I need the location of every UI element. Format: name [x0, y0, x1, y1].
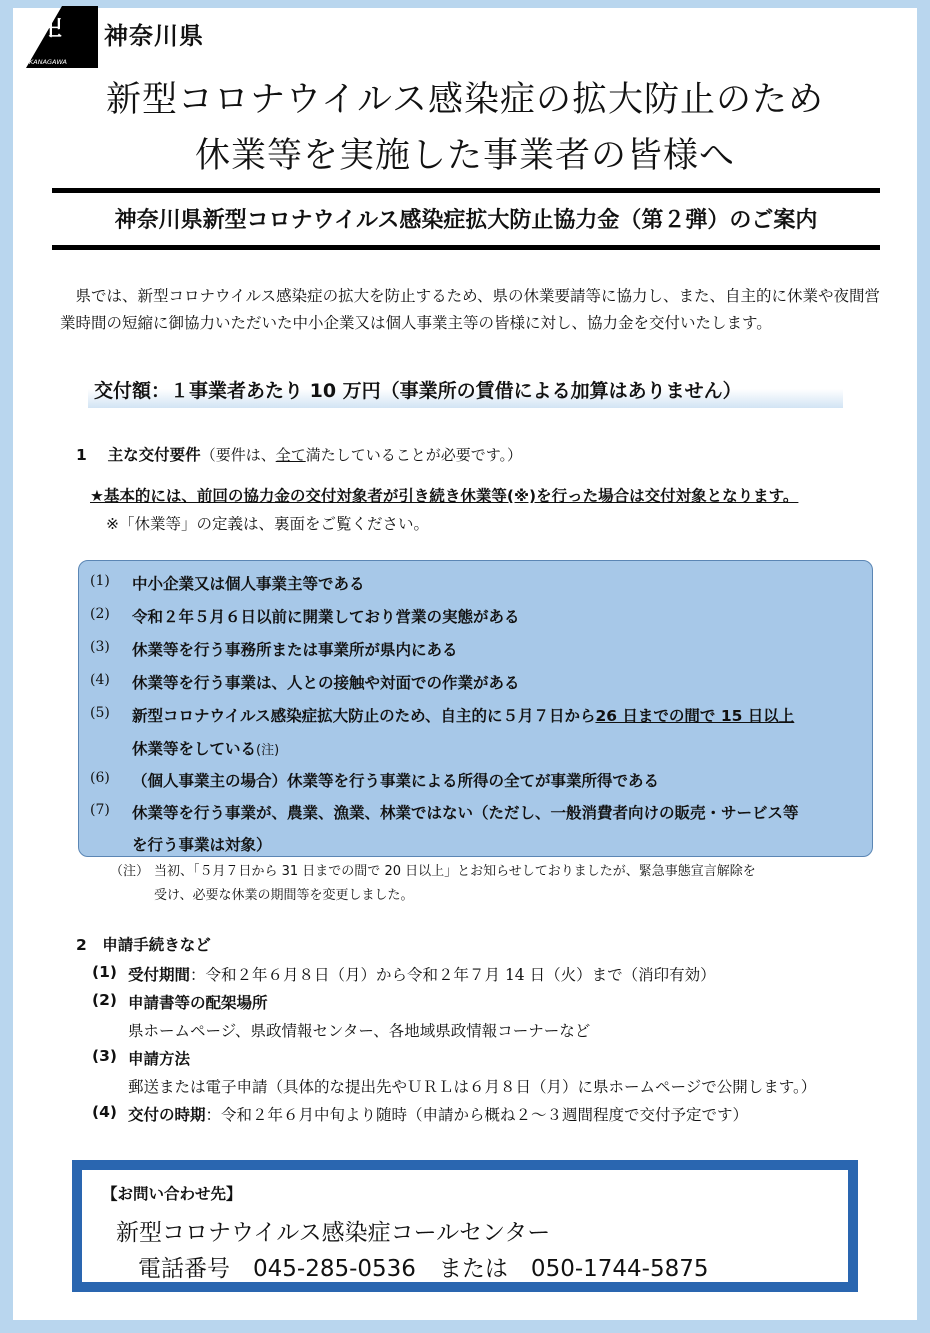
contact-heading: 【お問い合わせ先】 — [102, 1185, 242, 1203]
procedure-head: 申請方法 — [128, 1050, 191, 1068]
procedure-detail: ：令和２年６月中旬より随時（申請から概ね２～３週間程度で交付予定です） — [205, 1106, 749, 1124]
procedure-number: (3) — [92, 1047, 117, 1065]
footnote-line-1: 当初、「５月７日から 31 日までの間で 20 日以上」とお知らせしておりましたが、緊急事態宣言解除を — [154, 864, 756, 879]
grant-amount: 交付額：１事業者あたり 10 万円（事業所の賃借による加算はありません） — [88, 376, 843, 408]
requirement-text: 令和２年５月６日以前に開業しており営業の実態がある — [132, 608, 520, 626]
section1-note-underline: 全て — [275, 446, 306, 464]
svg-text:KANAGAWA: KANAGAWA — [29, 58, 67, 66]
requirement-text: 休業等を行う事務所または事業所が県内にある — [132, 641, 458, 659]
requirement-number: (5) — [90, 705, 110, 721]
subtitle: 神奈川県新型コロナウイルス感染症拡大防止協力金（第２弾）のご案内 — [114, 208, 818, 233]
requirement-text: （個人事業主の場合）休業等を行う事業による所得の全てが事業所得である — [132, 772, 660, 790]
phone-numbers: 電話番号 045-285-0536 または 050-1744-5875 — [138, 1256, 709, 1282]
footnote-line-2: 受け、必要な休業の期間等を変更しました。 — [154, 888, 414, 903]
requirement-number: (1) — [90, 573, 110, 589]
footnote-label: （注） — [110, 864, 150, 879]
requirement-text-b — [132, 737, 279, 759]
procedure-head: 申請書等の配架場所 — [128, 994, 268, 1012]
section1-title: 1 主な交付要件 — [76, 446, 201, 464]
requirement-number: (2) — [90, 606, 110, 622]
procedure-number: (1) — [92, 963, 117, 981]
requirement-text-a: 新型コロナウイルス感染症拡大防止のため、自主的に５月７日から — [132, 707, 596, 725]
requirement-text: 休業等を行う事業は、人との接触や対面での作業がある — [132, 674, 520, 692]
procedure-detail: 県ホームページ、県政情報センター、各地域県政情報コーナーなど — [128, 1022, 591, 1040]
prefecture-name: 神奈川県 — [104, 22, 204, 50]
procedure-detail: ：令和２年６月８日（月）から令和２年７月 14 日（火）まで（消印有効） — [190, 966, 716, 984]
requirement-number: (4) — [90, 672, 110, 688]
procedure-number: (4) — [92, 1103, 117, 1121]
procedure-head — [128, 963, 716, 985]
section1-heading — [76, 443, 522, 465]
requirement-text-b-main: 休業等をしている — [132, 740, 257, 758]
requirement-text-underlined: 26 日までの間で 15 日以上 — [595, 707, 795, 725]
title-line-1: 新型コロナウイルス感染症の拡大防止のため — [106, 80, 824, 120]
kanagawa-logo — [26, 6, 98, 68]
requirement-number: (6) — [90, 770, 110, 786]
procedure-number: (2) — [92, 991, 117, 1009]
procedure-detail: 郵送または電子申請（具体的な提出先やＵＲＬは６月８日（月）に県ホームページで公開します。） — [128, 1078, 817, 1096]
requirement-text: 中小企業又は個人事業主等である — [132, 575, 365, 593]
intro-paragraph — [60, 283, 890, 337]
star-subnote: ※「休業等」の定義は、裏面をご覧ください。 — [106, 515, 429, 533]
title-line-2: 休業等を実施した事業者の皆様へ — [194, 136, 735, 176]
requirement-number: (3) — [90, 639, 110, 655]
section1-note-post: 満たしていることが必要です。） — [305, 446, 523, 464]
intro-text: 県では、新型コロナウイルス感染症の拡大を防止するため、県の休業要請等に協力し、また、自主的に休業や夜間営業時間の短縮に御協力いただいた中小企業又は個人事業主等の皆様に対し、協力金を交付いたします。 — [60, 287, 880, 332]
svg-text:卍: 卍 — [40, 17, 63, 42]
title-rule-top — [52, 188, 880, 193]
requirement-text-b: を行う事業は対象） — [132, 836, 272, 854]
contact-box — [72, 1160, 858, 1292]
requirement-text — [132, 704, 794, 726]
call-center-name: 新型コロナウイルス感染症コールセンター — [116, 1220, 551, 1246]
footnote-body — [154, 860, 874, 908]
title-rule-bottom — [52, 245, 880, 250]
requirement-note-marker: (注) — [256, 743, 280, 758]
section2-heading: 2 申請手続きなど — [76, 936, 211, 954]
section1-note-pre: （要件は、 — [200, 446, 276, 464]
requirement-number: (7) — [90, 802, 110, 818]
procedure-head — [128, 1103, 748, 1125]
procedure-head-text: 交付の時期 — [128, 1106, 206, 1124]
star-notice: ★基本的には、前回の協力金の交付対象者が引き続き休業等(※)を行った場合は交付対象となります。 — [90, 487, 799, 505]
requirement-text: 休業等を行う事業が、農業、漁業、林業ではない（ただし、一般消費者向けの販売・サービス等 — [132, 804, 799, 822]
procedure-head-text: 受付期間 — [128, 966, 191, 984]
